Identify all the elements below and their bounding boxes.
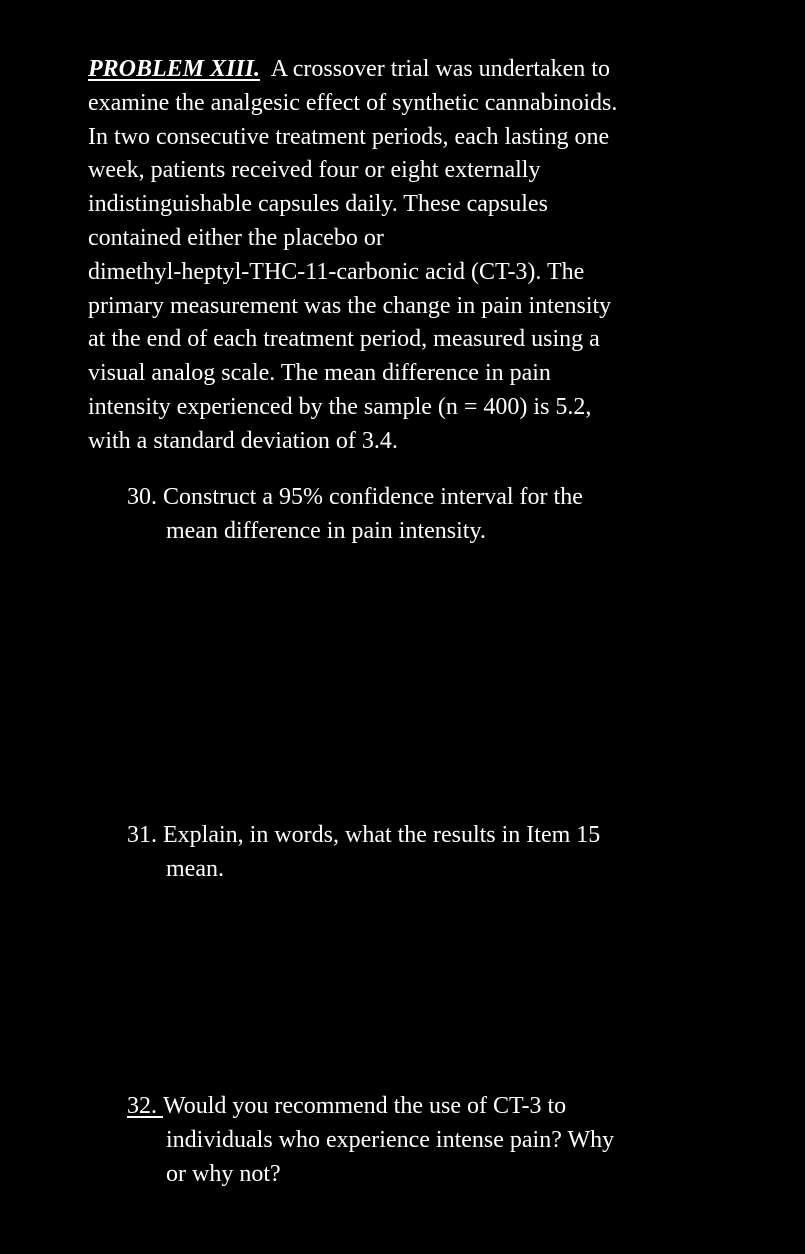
question-text-line: Would you recommend the use of CT-3 to: [163, 1093, 567, 1119]
problem-text-line: A crossover trial was undertaken to: [270, 56, 610, 82]
question-first-line: [127, 481, 687, 515]
problem-text-line: week, patients received four or eight externally: [88, 157, 541, 184]
question-32: [127, 1090, 687, 1191]
problem-text-line: intensity experienced by the sample (n = 400) is 5.2,: [88, 393, 592, 420]
problem-text-line: contained either the placebo or: [88, 224, 384, 251]
question-31: [127, 819, 687, 887]
problem-text-line: examine the analgesic effect of synthetic cannabinoids.: [88, 89, 618, 116]
problem-text-line: indistinguishable capsules daily. These capsules: [88, 191, 548, 218]
problem-heading: PROBLEM XIII.: [88, 56, 261, 82]
question-text-line: or why not?: [166, 1160, 281, 1187]
problem-text-line: In two consecutive treatment periods, each lasting one: [88, 123, 610, 150]
problem-first-line: [88, 53, 678, 87]
question-text-line: Construct a 95% confidence interval for the: [163, 484, 583, 510]
question-first-line: [127, 819, 687, 853]
question-number: 30.: [127, 484, 157, 510]
question-text-line: individuals who experience intense pain? Why: [166, 1126, 615, 1153]
problem-text-line: primary measurement was the change in pain intensity: [88, 292, 612, 319]
question-text-line: Explain, in words, what the results in Item 15: [163, 822, 601, 848]
problem-text-line: at the end of each treatment period, measured using a: [88, 326, 600, 353]
problem-statement: [88, 53, 678, 459]
problem-text-line: dimethyl-heptyl-THC-11-carbonic acid (CT-3). The: [88, 258, 585, 285]
question-number: [127, 1093, 163, 1119]
problem-text-line: visual analog scale. The mean difference in pain: [88, 360, 551, 387]
question-30: [127, 481, 687, 549]
question-first-line: [127, 1090, 687, 1124]
question-number-text: 32.: [127, 1093, 157, 1119]
question-text-line: mean.: [166, 855, 224, 882]
question-number: 31.: [127, 822, 157, 848]
problem-text-line: with a standard deviation of 3.4.: [88, 427, 398, 454]
question-text-line: mean difference in pain intensity.: [166, 517, 486, 544]
